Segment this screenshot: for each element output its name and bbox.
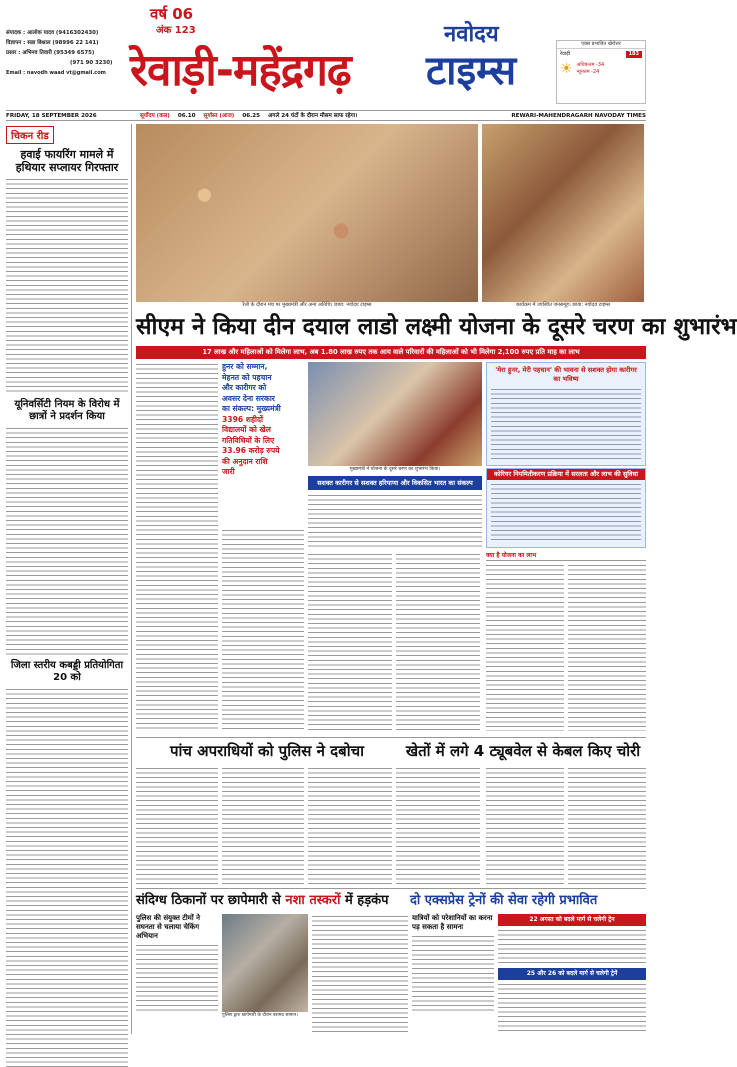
masthead-title-right: टाइम्स	[426, 48, 517, 94]
row3-headline-right: दो एक्सप्रेस ट्रेनों की सेवा रहेगी प्रभावित	[410, 893, 598, 908]
row2-body-6	[568, 766, 646, 884]
bottom-box-2	[412, 914, 494, 1032]
sun-icon: ☀	[560, 61, 573, 77]
row2-rule	[136, 737, 646, 738]
aqi-badge: 183	[626, 51, 642, 58]
train-bar-2: 25 और 26 को बदले मार्ग से चलेगी ट्रेनें	[498, 968, 646, 980]
mid-photo	[308, 362, 482, 466]
lead-col-4	[308, 552, 392, 732]
row3-left-red: नशा तस्करों	[285, 893, 341, 908]
box-title-1: पुलिस की संयुक्त टीमों ने सघनता से चलाया चेकिंग अभियान	[136, 914, 200, 940]
col-note-label: क्या है योजना का लाभ	[486, 552, 646, 561]
col-note	[486, 552, 646, 732]
sub-head-1: सशक्त कारीगर से सशक्त हरियाणा और विकसित भारत का संकल्प	[308, 476, 482, 490]
temp-min: न्यूनतम -24	[576, 69, 600, 75]
story3-title: जिला स्तरीय कबड्डी प्रतियोगिता 20 को	[10, 660, 124, 683]
lead-col-5	[396, 552, 480, 732]
row3-left-suffix: में हड़कंप	[345, 893, 389, 908]
row3-headline-left	[136, 891, 406, 911]
bottom-body-1	[312, 914, 408, 1032]
lead-photo-main	[136, 124, 478, 302]
pull-quote-line: का संकल्प: मुख्यमंत्री	[222, 404, 281, 413]
row2-body-5	[486, 766, 564, 884]
pull-quote-line: की अनुदान राशि	[222, 456, 268, 466]
left-column	[6, 124, 132, 1034]
date-bar	[6, 110, 646, 121]
weather-title: एक्स प्रभावित खेरोत्तर	[557, 41, 645, 49]
sunset-time: 06.25	[242, 113, 261, 119]
date-line: FRIDAY, 18 SEPTEMBER 2026	[6, 113, 97, 119]
train-bar-1: 22 अगस्त को बदले मार्ग से चलेगी ट्रेन	[498, 914, 646, 926]
row3-left-prefix: संदिग्ध ठिकानों पर छापेमारी से	[136, 893, 281, 908]
issue-badge: अंक 123	[156, 25, 196, 36]
row2-headline-right: खेतों में लगे 4 ट्यूबवेल से केबल किए चोरी	[405, 742, 641, 760]
bottom-photo-caption: पुलिस द्वारा छापेमारी के दौरान बरामद सामान।	[222, 1013, 298, 1018]
sub-box-3	[486, 468, 646, 548]
row2-body-3	[308, 766, 392, 884]
edition-name: REWARI-MAHENDRAGARH NAVODAY TIMES	[511, 113, 646, 119]
bottom-photo	[222, 914, 308, 1012]
section-label: चिकन रीड	[6, 126, 54, 144]
lead-photo-right	[482, 124, 644, 302]
masthead-info	[6, 28, 132, 78]
lead-col-3	[308, 493, 482, 549]
row3-rule	[136, 888, 646, 889]
masthead-title-left: रेवाड़ी-महेंद्रगढ़	[130, 45, 351, 96]
lead-headline: सीएम ने किया दीन दयाल लाडो लक्ष्मी योजना के दूसरे चरण का शुभारंभ	[136, 314, 737, 340]
sub-head-3: कोरियर नियमितीकरण प्रक्रिया में सरलता और लाभ की सुविधा	[487, 469, 645, 480]
sunrise-label: सूर्योदय (कल)	[140, 113, 170, 119]
lead-col-1	[136, 362, 218, 732]
box-title-2: यात्रियों को परेशानियों का करना पड़ सकता है सामना	[412, 914, 493, 931]
pull-quote-line: जारी	[222, 467, 235, 476]
email-line: Email : navodh waad vt@gmail.com	[6, 70, 106, 76]
sub-box-2	[486, 362, 646, 466]
story2-title: यूनिवर्सिटी नियम के विरोध में छात्रों ने प्रदर्शन किया	[14, 399, 120, 422]
mid-photo-caption: मुख्यमंत्री ने योजना के दूसरे चरण का शुभारंभ किया।	[349, 467, 441, 472]
weather-box	[556, 40, 646, 104]
pull-quote-line: 33.96 करोड़ रुपये	[222, 446, 280, 455]
pull-quote-line: गतिविधियों के लिए	[222, 435, 275, 445]
masthead-title-right-top: नवोदय	[444, 22, 499, 47]
pull-quote-line: अवसर देना सरकार	[222, 393, 275, 403]
pull-quote-line: और कारीगर को	[222, 383, 267, 392]
story1-title: हवाई फायरिंग मामले में हथियार सप्लायर गिरफ्तार	[15, 148, 119, 174]
city-name: रेवाड़ी	[560, 51, 571, 57]
row2-body-2	[222, 766, 304, 884]
weather-tagline: अगले 24 घंटों के दौरान मौसम साफ रहेगा।	[268, 113, 358, 119]
train-body-1	[498, 928, 646, 966]
row2-body-4	[396, 766, 480, 884]
sunrise-time: 06.10	[177, 113, 196, 119]
lead-col-2	[222, 528, 304, 732]
right-photo-caption: कार्यक्रम में उपस्थित जनसमूह। छाया: नवोदय टाइम्स	[516, 302, 610, 308]
pull-quote-line: मेहनत को पहचान	[222, 372, 272, 382]
phone-line: (971 90 3230)	[70, 60, 113, 66]
lead-photo-caption: रैली के दौरान मंच पर मुख्यमंत्री और अन्य अतिथि। छाया: नवोदय टाइम्स	[242, 302, 372, 308]
temp-max: अधिकतम -34	[576, 62, 605, 68]
pull-quote-line: विद्यालयों को खेल	[222, 425, 271, 434]
sub-head-2: 'मेरा हुनर, मेरी पहचान' की भावना से सशक्त होगा कारीगर का भविष्य	[495, 366, 637, 383]
pull-quote-line: हुनर को सम्मान,	[222, 362, 268, 371]
year-badge: वर्ष 06	[150, 5, 194, 23]
editor-line: संपादक : आलोक यादव (9416302430)	[6, 30, 99, 36]
lead-strap: 17 लाख और महिलाओं को मिलेगा लाभ, अब 1.80 लाख रुपए तक आय वाले परिवारों की महिलाओं को भी मिलेगा 2,100 रुपए प्रति माह का लाभ	[136, 346, 646, 359]
row2-body-1	[136, 766, 218, 884]
pull-quote-line: 3396 शहीदों	[222, 414, 263, 424]
story1-body	[6, 177, 128, 395]
reporter-line: प्रसार : अभिनव तिवारी (95349 6575)	[6, 50, 95, 56]
masthead	[0, 0, 650, 108]
story3-body	[6, 687, 128, 1067]
row2-headline-left: पांच अपराधियों को पुलिस ने दबोचा	[169, 742, 364, 760]
pull-quote	[222, 362, 304, 524]
ad-line: विज्ञापन : सन्ना बिश्नाल (98996 22 141)	[6, 40, 99, 46]
story2-body	[6, 426, 128, 656]
sunset-label: सूर्यास्त (आज)	[203, 113, 235, 119]
bottom-box-1	[136, 914, 218, 1032]
train-body-2	[498, 982, 646, 1032]
